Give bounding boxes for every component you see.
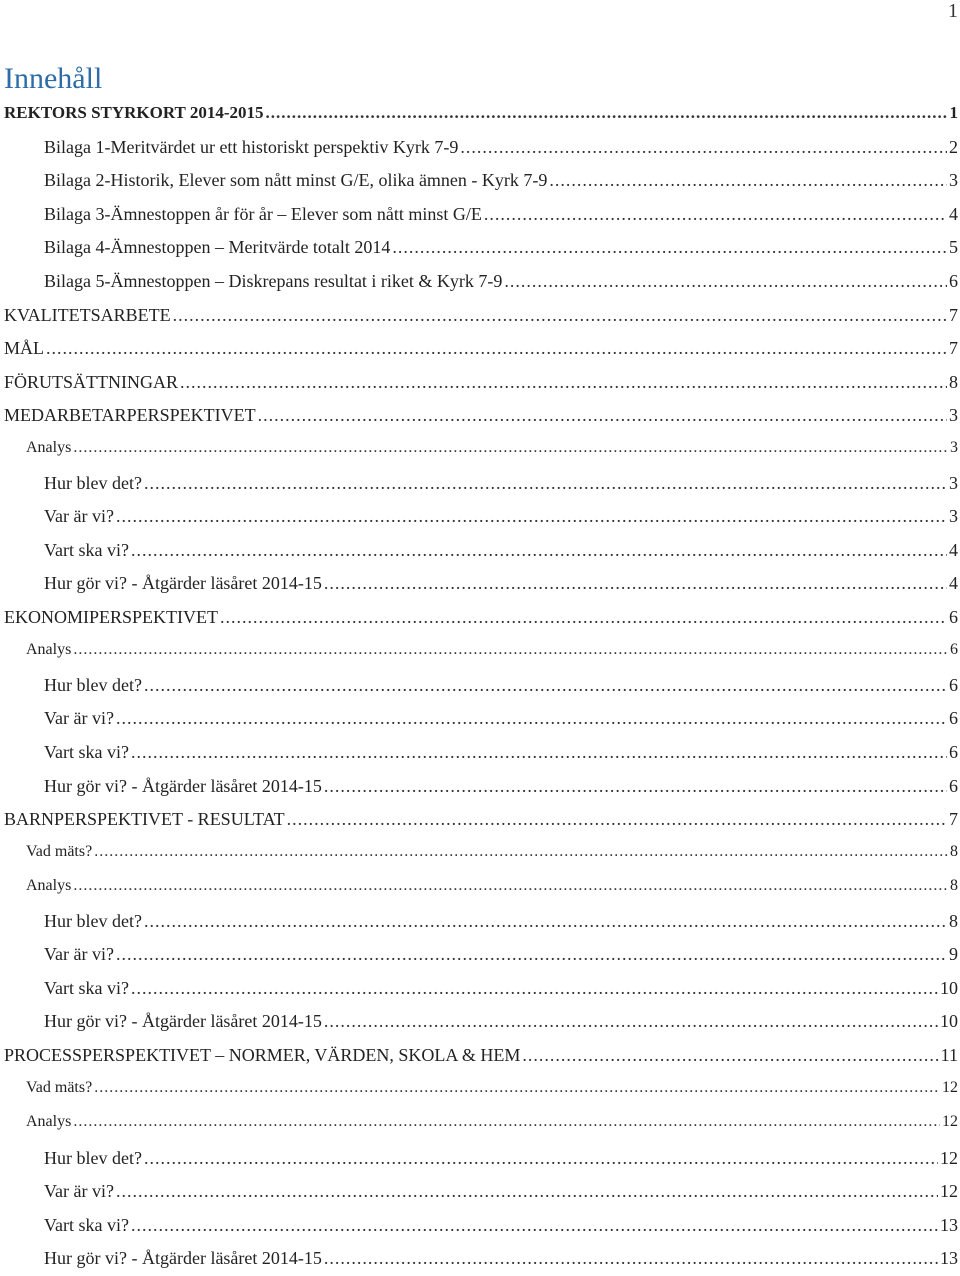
toc-entry-title: MEDARBETARPERSPEKTIVET (4, 405, 256, 425)
toc-entry[interactable] (4, 372, 958, 400)
toc-entry-page: 3 (949, 170, 958, 190)
toc-entry[interactable] (44, 237, 958, 265)
toc-entry[interactable] (44, 742, 958, 770)
toc-entry[interactable] (4, 809, 958, 837)
toc-entry-title: Hur blev det? (44, 911, 142, 931)
toc-entry[interactable] (4, 1045, 958, 1073)
dot-leader (180, 372, 947, 393)
toc-entry-page: 10 (940, 1011, 958, 1031)
toc-entry[interactable] (44, 944, 958, 972)
toc-entry-page: 5 (949, 237, 958, 257)
toc-entry-title: Analys (26, 641, 72, 658)
toc-entry[interactable] (44, 170, 958, 198)
toc-entry-page: 12 (942, 1113, 958, 1130)
toc-entry-title: Analys (26, 1113, 72, 1130)
dot-leader (131, 978, 938, 999)
toc-entry-page: 8 (950, 843, 958, 860)
dot-leader (46, 338, 947, 359)
toc-entry-page: 6 (949, 742, 958, 762)
toc-entry[interactable] (44, 1148, 958, 1176)
toc-entry[interactable] (4, 338, 958, 366)
dot-leader (287, 809, 947, 830)
dot-leader (324, 1011, 938, 1032)
toc-entry-page: 10 (940, 978, 958, 998)
toc-entry-title: Analys (26, 877, 72, 894)
toc-entry-page: 4 (949, 540, 958, 560)
toc-entry-page: 7 (949, 338, 958, 358)
dot-leader (94, 1079, 940, 1097)
toc-entry-page: 6 (949, 675, 958, 695)
toc-entry[interactable] (26, 641, 958, 669)
toc-entry-page: 12 (940, 1148, 958, 1168)
toc-entry-page: 3 (949, 506, 958, 526)
toc-entry[interactable] (4, 607, 958, 635)
toc-entry[interactable] (44, 473, 958, 501)
toc-entry-title: FÖRUTSÄTTNINGAR (4, 372, 179, 392)
toc-entry[interactable] (44, 776, 958, 804)
toc-entry[interactable] (44, 137, 958, 165)
toc-entry-page: 4 (949, 204, 958, 224)
dot-leader (73, 1113, 940, 1131)
toc-entry-title: Vad mäts? (26, 1079, 93, 1096)
toc-entry-title: Hur gör vi? - Åtgärder läsåret 2014-15 (44, 1011, 322, 1031)
toc-heading: Innehåll (4, 62, 103, 95)
dot-leader (131, 540, 947, 561)
dot-leader (324, 776, 947, 797)
toc-entry-title: Hur blev det? (44, 473, 142, 493)
toc-entry-title: Var är vi? (44, 944, 114, 964)
toc-entry[interactable] (4, 405, 958, 433)
toc-entry-title: Vart ska vi? (44, 742, 129, 762)
toc-entry-title: Var är vi? (44, 708, 114, 728)
toc-entry[interactable] (26, 877, 958, 905)
dot-leader (131, 1215, 938, 1236)
dot-leader (266, 103, 948, 123)
toc-entry-page: 12 (942, 1079, 958, 1096)
toc-entry-title: Hur gör vi? - Åtgärder läsåret 2014-15 (44, 776, 322, 796)
toc-entry[interactable] (44, 978, 958, 1006)
toc-entry-title: PROCESSPERSPEKTIVET – NORMER, VÄRDEN, SKOLA & HEM (4, 1045, 521, 1065)
toc-entry-page: 8 (949, 911, 958, 931)
dot-leader (73, 877, 948, 895)
toc-entry-page: 6 (949, 776, 958, 796)
toc-entry-page: 13 (940, 1215, 958, 1235)
toc-entry-title: Bilaga 2-Historik, Elever som nått minst G/E, olika ämnen - Kyrk 7-9 (44, 170, 548, 190)
toc-entry[interactable] (26, 439, 958, 467)
toc-entry-title: Var är vi? (44, 1181, 114, 1201)
toc-entry-title: Analys (26, 439, 72, 456)
toc-entry-title: Vart ska vi? (44, 978, 129, 998)
toc-entry-page: 3 (949, 473, 958, 493)
dot-leader (94, 843, 948, 861)
dot-leader (116, 708, 947, 729)
toc-entry-page: 8 (949, 372, 958, 392)
toc-entry-page: 4 (949, 573, 958, 593)
page-number: 1 (948, 0, 958, 22)
toc-entry-title: Bilaga 1-Meritvärdet ur ett historiskt perspektiv Kyrk 7-9 (44, 137, 459, 157)
dot-leader (258, 405, 947, 426)
toc-entry-title: Vad mäts? (26, 843, 93, 860)
toc-entry-title: Hur blev det? (44, 675, 142, 695)
toc-entry-page: 3 (949, 405, 958, 425)
toc-entry[interactable] (4, 305, 958, 333)
toc-entry-page: 7 (949, 809, 958, 829)
dot-leader (144, 1148, 938, 1169)
dot-leader (144, 473, 947, 494)
toc-entry[interactable] (26, 843, 958, 871)
toc-entry-page: 8 (950, 877, 958, 894)
toc-entry-page: 6 (949, 708, 958, 728)
toc-entry[interactable] (26, 1113, 958, 1141)
toc-entry-page: 2 (949, 137, 958, 157)
dot-leader (460, 137, 947, 158)
toc-entry-title: BARNPERSPEKTIVET - RESULTAT (4, 809, 285, 829)
toc-entry[interactable] (44, 1181, 958, 1209)
dot-leader (173, 305, 947, 326)
toc-entry[interactable] (44, 540, 958, 568)
toc-entry-page: 13 (940, 1248, 958, 1268)
toc-entry[interactable] (44, 911, 958, 939)
dot-leader (116, 506, 947, 527)
dot-leader (522, 1045, 938, 1066)
toc-entry-title: KVALITETSARBETE (4, 305, 171, 325)
toc-entry[interactable] (44, 506, 958, 534)
dot-leader (116, 1181, 938, 1202)
toc-entry-page: 12 (940, 1181, 958, 1201)
toc-entry-page: 1 (949, 103, 958, 122)
toc-entry-page: 7 (949, 305, 958, 325)
toc-entry-title: Vart ska vi? (44, 540, 129, 560)
toc-entry-page: 3 (950, 439, 958, 456)
toc-entry-title: REKTORS STYRKORT 2014-2015 (4, 103, 264, 122)
toc-entry-title: Var är vi? (44, 506, 114, 526)
dot-leader (549, 170, 947, 191)
dot-leader (73, 641, 948, 659)
toc-entry-title: Hur gör vi? - Åtgärder läsåret 2014-15 (44, 573, 322, 593)
dot-leader (324, 573, 947, 594)
dot-leader (144, 911, 947, 932)
toc-entry[interactable] (44, 271, 958, 299)
toc-entry[interactable] (4, 103, 958, 131)
toc-entry-title: Bilaga 5-Ämnestoppen – Diskrepans resultat i riket & Kyrk 7-9 (44, 271, 503, 291)
toc-entry-title: MÅL (4, 338, 44, 358)
toc-entry-title: Bilaga 4-Ämnestoppen – Meritvärde totalt 2014 (44, 237, 391, 257)
toc-entry-page: 6 (949, 271, 958, 291)
dot-leader (504, 271, 947, 292)
dot-leader (73, 439, 948, 457)
dot-leader (144, 675, 947, 696)
toc-entry[interactable] (44, 1011, 958, 1039)
toc-entry-title: Bilaga 3-Ämnestoppen år för år – Elever som nått minst G/E (44, 204, 482, 224)
toc-entry-title: Hur blev det? (44, 1148, 142, 1168)
toc-entry-title: Vart ska vi? (44, 1215, 129, 1235)
dot-leader (116, 944, 947, 965)
toc-entry-page: 6 (950, 641, 958, 658)
dot-leader (131, 742, 947, 763)
dot-leader (324, 1248, 938, 1269)
dot-leader (220, 607, 947, 628)
toc-entry[interactable] (44, 204, 958, 232)
toc-entry-page: 6 (949, 607, 958, 627)
toc-entry[interactable] (44, 1215, 958, 1243)
toc-entry[interactable] (44, 708, 958, 736)
toc-entry-title: Hur gör vi? - Åtgärder läsåret 2014-15 (44, 1248, 322, 1268)
toc-entry[interactable] (44, 675, 958, 703)
dot-leader (392, 237, 947, 258)
toc-entry-title: EKONOMIPERSPEKTIVET (4, 607, 218, 627)
toc-entry[interactable] (26, 1079, 958, 1107)
toc-entry[interactable] (44, 573, 958, 601)
dot-leader (484, 204, 947, 225)
toc-entry-page: 11 (940, 1045, 958, 1065)
toc-entry-page: 9 (949, 944, 958, 964)
